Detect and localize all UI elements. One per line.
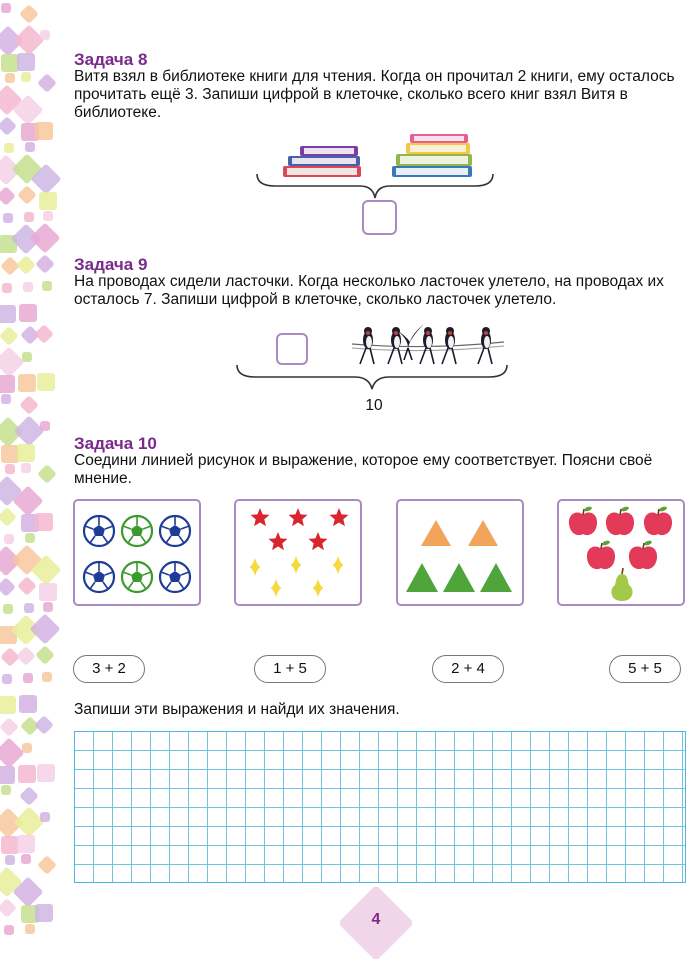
soccer-ball-icon <box>84 516 114 546</box>
yellow-sparkle-icon <box>271 579 282 597</box>
swallow-icon <box>360 327 374 364</box>
soccer-ball-icon <box>122 516 152 546</box>
brace-books <box>255 170 495 202</box>
brace-swallows <box>235 363 510 393</box>
decorative-tile <box>25 533 35 543</box>
decorative-tile <box>22 743 32 753</box>
task10-title: Задача 10 <box>74 434 157 453</box>
decorative-tile <box>42 281 52 291</box>
decorative-tile <box>17 576 37 596</box>
stars-card[interactable] <box>234 499 362 606</box>
soccer-ball-icon <box>84 562 114 592</box>
red-star-icon <box>330 508 349 526</box>
decorative-tile <box>0 766 15 784</box>
decorative-tile <box>0 737 25 768</box>
decorative-tile <box>5 73 15 83</box>
apple-icon <box>644 506 672 535</box>
decorative-tile <box>5 464 15 474</box>
decorative-tile <box>35 904 53 922</box>
decorative-tile <box>19 786 39 806</box>
decorative-tile <box>2 283 12 293</box>
decorative-tile <box>13 415 44 446</box>
decorative-tile <box>19 304 37 322</box>
task10-text: Соедини линией рисунок и выражение, которое ему соответствует. Поясни своё мнение. <box>74 452 653 487</box>
decorative-tile <box>40 30 50 40</box>
decorative-tile <box>40 812 50 822</box>
decorative-tile <box>1 3 11 13</box>
decorative-tile <box>0 507 17 527</box>
decorative-tile <box>42 672 52 682</box>
soccer-ball-icon <box>122 562 152 592</box>
decorative-tile <box>16 255 36 275</box>
task9-answer-box[interactable] <box>276 333 308 365</box>
decorative-tile <box>29 222 60 253</box>
decorative-tile <box>37 855 57 875</box>
decorative-tile <box>1 445 19 463</box>
apple-icon <box>587 540 615 569</box>
swallow-icon <box>420 327 434 364</box>
task9-title: Задача 9 <box>74 255 148 274</box>
decorative-tile <box>35 122 53 140</box>
decorative-tile <box>19 695 37 713</box>
balls-illustration <box>75 501 199 604</box>
decorative-tile <box>1 54 19 72</box>
decorative-tile <box>0 346 25 377</box>
decorative-tile <box>19 4 39 24</box>
red-star-icon <box>251 508 270 526</box>
expression-3[interactable]: 2 + 4 <box>432 655 504 683</box>
decorative-border <box>0 0 64 972</box>
task9-text: На проводах сидели ласточки. Когда несколько ласточек улетело, на проводах их осталось 7. Запиши цифрой в клеточке, сколько ласточек улетело. <box>74 273 664 308</box>
decorative-tile <box>0 256 20 276</box>
swallow-icon <box>442 327 456 364</box>
decorative-tile <box>3 604 13 614</box>
decorative-tile <box>1 394 11 404</box>
decorative-tile <box>2 674 12 684</box>
decorative-tile <box>34 715 54 735</box>
task8-text: Витя взял в библиотеке книги для чтения. Когда он прочитал 2 книги, ему осталось прочитать ещё 3. Запиши цифрой в клеточке, сколько всего книг взял Витя в библиотеке. <box>74 68 675 121</box>
decorative-tile <box>35 254 55 274</box>
decorative-tile <box>37 373 55 391</box>
swallow-icon <box>478 327 492 364</box>
decorative-tile <box>19 395 39 415</box>
soccer-ball-icon <box>160 562 190 592</box>
decorative-tile <box>22 352 32 362</box>
stars-illustration <box>236 501 360 604</box>
task9-total-label: 10 <box>365 397 383 414</box>
decorative-tile <box>0 375 15 393</box>
decorative-tile <box>24 603 34 613</box>
yellow-sparkle-icon <box>313 579 324 597</box>
writing-grid[interactable] <box>74 731 686 883</box>
decorative-tile <box>23 673 33 683</box>
decorative-tile <box>16 646 36 666</box>
decorative-tile <box>0 898 17 918</box>
decorative-tile <box>17 835 35 853</box>
decorative-tile <box>13 806 44 837</box>
decorative-tile <box>35 645 55 665</box>
decorative-tile <box>3 213 13 223</box>
fruit-illustration <box>559 501 683 604</box>
orange-triangle-icon <box>421 520 451 546</box>
decorative-tile <box>39 192 57 210</box>
decorative-tile <box>0 116 17 136</box>
decorative-tile <box>25 924 35 934</box>
decorative-tile <box>0 305 16 323</box>
decorative-tile <box>37 464 57 484</box>
decorative-tile <box>43 602 53 612</box>
decorative-tile <box>43 211 53 221</box>
decorative-tile <box>0 326 19 346</box>
pear-icon <box>611 568 632 601</box>
page-number-badge <box>340 887 412 959</box>
decorative-tile <box>13 24 44 55</box>
triangles-illustration <box>398 501 522 604</box>
green-triangle-icon <box>406 563 438 592</box>
decorative-tile <box>17 53 35 71</box>
expression-1[interactable]: 3 + 2 <box>73 655 145 683</box>
expression-4[interactable]: 5 + 5 <box>609 655 681 683</box>
decorative-tile <box>37 764 55 782</box>
yellow-sparkle-icon <box>250 558 261 576</box>
red-star-icon <box>309 532 328 550</box>
decorative-tile <box>0 647 20 667</box>
apple-icon <box>606 506 634 535</box>
task8-answer-box[interactable] <box>362 200 397 235</box>
decorative-tile <box>40 421 50 431</box>
decorative-tile <box>34 324 54 344</box>
decorative-tile <box>0 717 19 737</box>
decorative-tile <box>18 765 36 783</box>
yellow-sparkle-icon <box>333 556 344 574</box>
decorative-tile <box>1 836 19 854</box>
write-prompt: Запиши эти выражения и найди их значения. <box>74 701 400 718</box>
fruit-card[interactable] <box>557 499 685 606</box>
decorative-tile <box>18 374 36 392</box>
orange-triangle-icon <box>468 520 498 546</box>
decorative-tile <box>4 925 14 935</box>
decorative-tile <box>25 142 35 152</box>
apple-icon <box>629 540 657 569</box>
decorative-tile <box>1 785 11 795</box>
green-triangle-icon <box>443 563 475 592</box>
apple-icon <box>569 506 597 535</box>
decorative-tile <box>24 212 34 222</box>
decorative-tile <box>5 855 15 865</box>
balls-card[interactable] <box>73 499 201 606</box>
decorative-tile <box>0 186 16 206</box>
decorative-tile <box>23 282 33 292</box>
decorative-tile <box>17 444 35 462</box>
decorative-tile <box>17 185 37 205</box>
expression-2[interactable]: 1 + 5 <box>254 655 326 683</box>
triangles-card[interactable] <box>396 499 524 606</box>
soccer-ball-icon <box>160 516 190 546</box>
decorative-tile <box>39 583 57 601</box>
page-number: 4 <box>371 911 381 928</box>
decorative-tile <box>4 143 14 153</box>
yellow-sparkle-icon <box>291 556 302 574</box>
decorative-tile <box>4 534 14 544</box>
green-triangle-icon <box>480 563 512 592</box>
decorative-tile <box>21 854 31 864</box>
decorative-tile <box>35 513 53 531</box>
decorative-tile <box>37 73 57 93</box>
decorative-tile <box>29 613 60 644</box>
decorative-tile <box>21 463 31 473</box>
red-star-icon <box>289 508 308 526</box>
red-star-icon <box>269 532 288 550</box>
swallows-on-wire-illustration <box>352 318 507 368</box>
decorative-tile <box>21 72 31 82</box>
decorative-tile <box>0 696 16 714</box>
decorative-tile <box>0 577 16 597</box>
task8-title: Задача 8 <box>74 50 148 69</box>
